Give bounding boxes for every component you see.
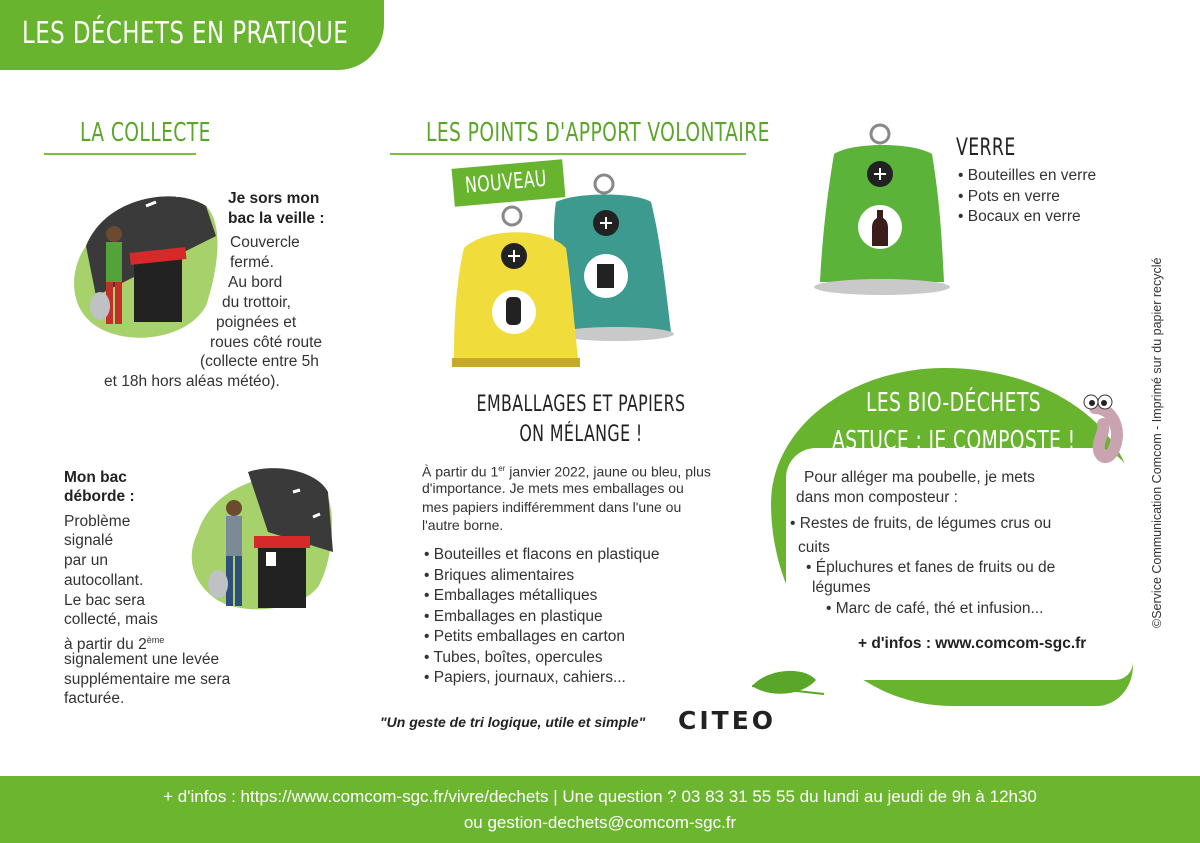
bio-item3: • Marc de café, thé et infusion... (826, 600, 1044, 617)
bio-link[interactable]: + d'infos : www.comcom-sgc.fr (858, 635, 1087, 652)
collecte-item1-line: roues côté route (210, 334, 323, 351)
apport-subtitle-2: ON MÉLANGE ! (519, 422, 643, 447)
bio-item2-cont: légumes (812, 579, 871, 596)
bio-item1-cont: cuits (798, 539, 830, 556)
list-item: • Tubes, boîtes, opercules (424, 648, 660, 669)
footer-line1[interactable]: + d'infos : https://www.comcom-sgc.fr/vivre/dechets | Une question ? 03 83 31 55 55 du lundi au jeudi de 9h à 12h30 (163, 787, 1037, 806)
list-item: • Bocaux en verre (958, 207, 1096, 228)
collecte-item1-line: fermé. (230, 254, 274, 271)
verre-title: VERRE (956, 133, 1016, 161)
collecte-item2-line: autocollant. (64, 572, 144, 589)
illustration-bin-out (66, 186, 226, 346)
collecte-item2-line: supplémentaire me sera (64, 671, 231, 688)
footer-banner (0, 776, 1200, 843)
list-item: • Emballages en plastique (424, 607, 660, 628)
collecte-item2-title-line2: déborde : (64, 488, 135, 505)
bio-title-2: ASTUCE : JE COMPOSTE ! (832, 426, 1076, 456)
header-banner (0, 0, 384, 70)
page-title: LES DÉCHETS EN PRATIQUE (22, 16, 349, 51)
apport-intro-line3: mes papiers indifféremment dans l'une ou (422, 499, 682, 515)
bio-intro-line1: Pour alléger ma poubelle, je mets (804, 469, 1035, 486)
list-item: • Briques alimentaires (424, 566, 660, 587)
collecte-item1-line: du trottoir, (222, 294, 291, 311)
collecte-item2-line: collecté, mais (64, 611, 158, 628)
collecte-item1-line: et 18h hors aléas météo). (104, 373, 280, 390)
collecte-item2-line: par un (64, 552, 108, 569)
collecte-item1-line: Au bord (228, 274, 283, 291)
collecte-item2-line: signalé (64, 532, 114, 549)
collecte-item2-line: Le bac sera (64, 592, 145, 609)
apport-intro-line4: l'autre borne. (422, 517, 504, 533)
bio-item2: • Épluchures et fanes de fruits ou de (806, 559, 1056, 576)
collecte-item1-line: Couvercle (230, 234, 300, 251)
list-item: • Emballages métalliques (424, 586, 660, 607)
footer-line2[interactable]: ou gestion-dechets@comcom-sgc.fr (463, 813, 737, 832)
collecte-item2-line: facturée. (64, 690, 125, 707)
collecte-item2-title-line1: Mon bac (64, 469, 127, 486)
apport-list (424, 545, 660, 689)
collecte-item2-line: Problème (64, 513, 131, 530)
bio-intro-line2: dans mon composteur : (796, 489, 958, 506)
collecte-underline (44, 153, 196, 155)
citeo-slogan: "Un geste de tri logique, utile et simple" (380, 714, 646, 730)
verre-list (958, 166, 1096, 228)
nouveau-badge: NOUVEAU (452, 159, 566, 207)
list-item: • Papiers, journaux, cahiers... (424, 668, 660, 689)
collecte-item1-line: poignées et (216, 314, 297, 331)
apport-intro-line2: d'importance. Je mets mes emballages ou (422, 480, 684, 496)
citeo-logo: CITEO (678, 706, 777, 735)
apport-subtitle-1: EMBALLAGES ET PAPIERS (476, 392, 686, 417)
list-item: • Petits emballages en carton (424, 627, 660, 648)
list-item: • Pots en verre (958, 187, 1096, 208)
bio-item1: • Restes de fruits, de légumes crus ou (790, 515, 1052, 532)
collecte-item2-line7: à partir du 2ème (64, 635, 165, 654)
collecte-item1-title-line1: Je sors mon (228, 190, 320, 207)
collecte-item1-title-line2: bac la veille : (228, 210, 325, 227)
collecte-item2-line: signalement une levée (64, 651, 220, 668)
list-item: • Bouteilles en verre (958, 166, 1096, 187)
apport-intro-line1: À partir du 1er janvier 2022, jaune ou bleu, plus (422, 463, 711, 480)
leaf-icon (748, 664, 828, 704)
illustration-bin-overflow (188, 462, 338, 617)
worm-mascot-icon (1073, 390, 1133, 470)
apport-underline (390, 153, 746, 155)
list-item: • Bouteilles et flacons en plastique (424, 545, 660, 566)
vertical-credit: ©Service Communication Comcom - Imprimé sur du papier recyclé (1150, 257, 1164, 628)
collecte-title: LA COLLECTE (80, 118, 211, 148)
glass-bin-illustration (812, 122, 952, 302)
collecte-item1-line: (collecte entre 5h (200, 353, 319, 370)
apport-title: LES POINTS D'APPORT VOLONTAIRE (426, 118, 770, 148)
bio-title-1: LES BIO-DÉCHETS (866, 388, 1041, 418)
